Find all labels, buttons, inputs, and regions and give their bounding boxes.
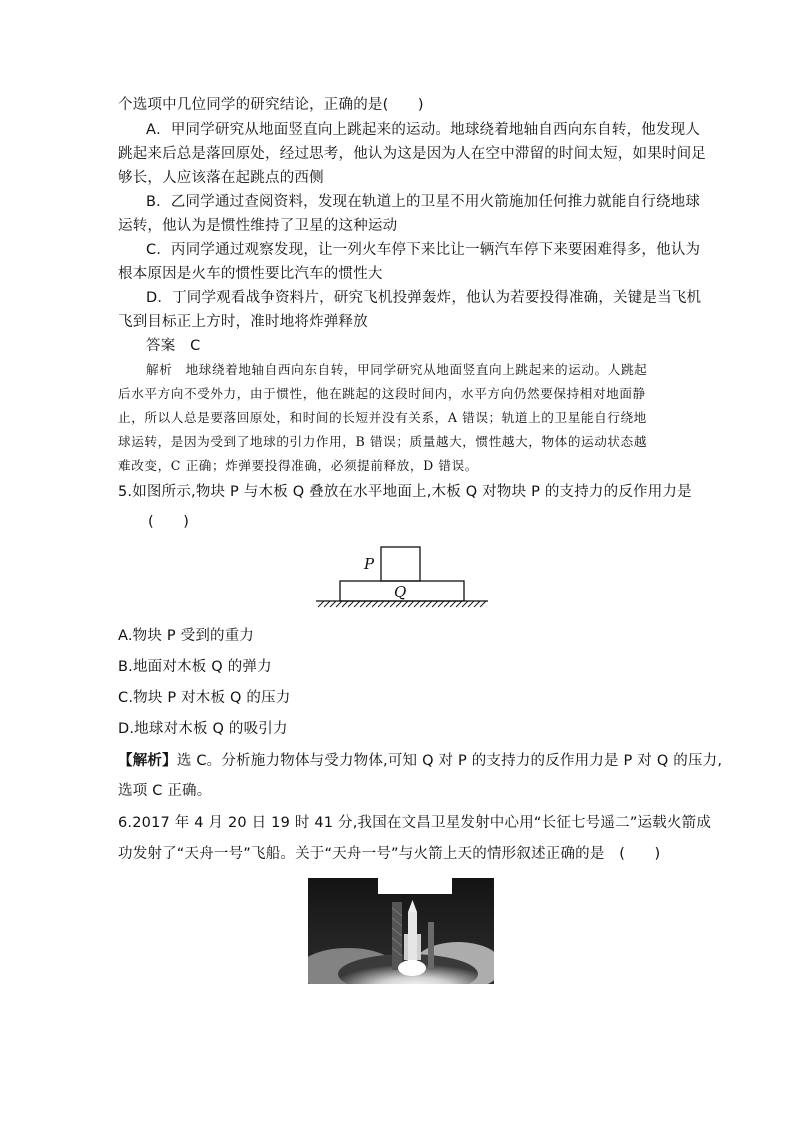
- q5-stem: 5.如图所示,物块 P 与木板 Q 叠放在水平地面上,木板 Q 对物块 P 的支持力的反作用力是: [118, 484, 692, 500]
- q6-stem-line1: 6.2017 年 4 月 20 日 19 时 41 分,我国在文昌卫星发射中心用“长征七号遥二”运载火箭成: [118, 815, 712, 831]
- q4-option-a-line3: 够长，人应该落在起跳点的西侧: [118, 170, 324, 186]
- ground-hatching: [318, 601, 486, 607]
- q4-option-c-line2: 根本原因是火车的惯性要比汽车的惯性大: [118, 266, 383, 282]
- q4-analysis-line5: 难改变，C 正确；炸弹要投得准确，必须提前释放，D 错误。: [118, 458, 478, 473]
- q4-analysis-line1: 解析 地球绕着地轴自西向东自转，甲同学研究从地面竖直向上跳起来的运动。人跳起: [146, 362, 648, 377]
- q4-option-a-line2: 跳起来后总是落回原处，经过思考，他认为这是因为人在空中滞留的时间太短，如果时间足: [118, 146, 706, 162]
- label-p: P: [364, 555, 375, 573]
- q4-option-a-line1: A．甲同学研究从地面竖直向上跳起来的运动。地球绕着地轴自西向东自转，他发现人: [146, 122, 701, 138]
- q4-stem-tail: 个选项中几位同学的研究结论，正确的是( ): [118, 97, 424, 113]
- label-q: Q: [394, 583, 407, 601]
- block-p: [381, 547, 420, 581]
- q5-solution-text: 选 C。分析施力物体与受力物体,可知 Q 对 P 的支持力的反作用力是 P 对 Q 的压力,: [176, 753, 723, 769]
- q5-option-d: D.地球对木板 Q 的吸引力: [118, 721, 288, 737]
- q4-option-d-line2: 飞到目标正上方时，准时地将炸弹释放: [118, 314, 368, 330]
- q5-option-b: B.地面对木板 Q 的弹力: [118, 659, 272, 675]
- q5-bracket: ( ): [148, 514, 190, 530]
- q4-analysis-line3: 止，所以人总是要落回原处，和时间的长短并没有关系，A 错误；轨道上的卫星能自行绕地: [118, 410, 647, 425]
- q4-analysis-line2: 后水平方向不受外力，由于惯性，他在跳起的这段时间内，水平方向仍然要保持相对地面静: [118, 386, 646, 401]
- q4-answer: 答案 C: [146, 338, 201, 354]
- q4-option-b-line1: B．乙同学通过查阅资料，发现在轨道上的卫星不用火箭施加任何推力就能自行绕地球: [146, 194, 701, 210]
- q5-solution-line2: 选项 C 正确。: [118, 783, 212, 799]
- q4-analysis-line4: 球运转，是因为受到了地球的引力作用，B 错误；质量越大，惯性越大，物体的运动状态越: [118, 434, 648, 449]
- q5-solution-line1: [118, 751, 722, 771]
- q4-option-d-line1: D．丁同学观看战争资料片，研究飞机投弹轰炸，他认为若要投得准确，关键是当飞机: [146, 290, 702, 306]
- q6-stem-line2: 功发射了“天舟一号”飞船。关于“天舟一号”与火箭上天的情形叙述正确的是 ( ): [118, 846, 661, 862]
- q5-option-c: C.物块 P 对木板 Q 的压力: [118, 690, 291, 706]
- rocket-launch-photo: [308, 878, 494, 984]
- q4-option-c-line1: C．丙同学通过观察发现，让一列火车停下来比让一辆汽车停下来要困难得多，他认为: [146, 242, 701, 258]
- q5-solution-tag: 【解析】: [118, 753, 177, 769]
- q5-option-a: A.物块 P 受到的重力: [118, 628, 255, 644]
- q4-option-b-line2: 运转，他认为是惯性维持了卫星的这种运动: [118, 218, 398, 234]
- block-board-diagram: [312, 543, 492, 609]
